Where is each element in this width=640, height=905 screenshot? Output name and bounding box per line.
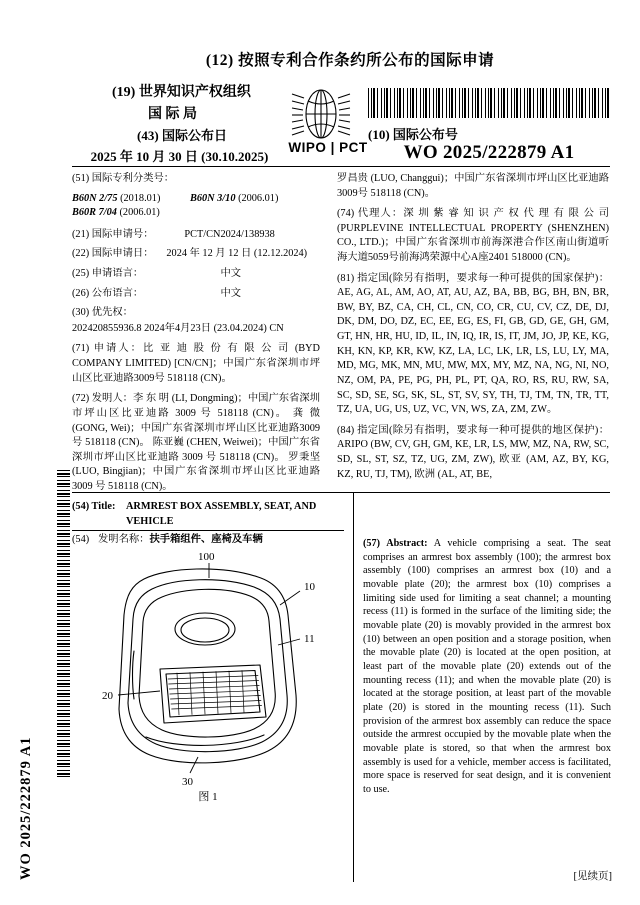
- abstract-tag: (57) Abstract:: [363, 538, 428, 549]
- ipc-version: (2006.01): [119, 207, 160, 219]
- bibliographic-left-column: [72, 172, 320, 495]
- ipc-code: B60N 3/10: [190, 192, 236, 204]
- figure-drawing: [72, 545, 344, 815]
- publication-number-label: (10) 国际公布号: [368, 127, 458, 142]
- spine-barcode: [57, 470, 70, 780]
- globe-icon: [290, 88, 352, 140]
- publication-date-label: (43) 国际公布日: [137, 128, 227, 143]
- designated-states-value: AE, AG, AL, AM, AO, AT, AU, AZ, BA, BB, BG, BH, BN, BR, BW, BY, BZ, CA, CH, CL, CN, CO, CR, CU, CV, CZ, DE, DJ, DK, DM, DO, DZ, EC, EE, EG, ES, FI, GB, GD, GE, GH, GM, GT, HN, HR, HU, ID, IL, IN, IQ, IR, IS, IT, JM, JO, JP, KE, KG, KH, KN, KP, KR, KW, KZ, LA, LC, LK, LR, LS, LU, LY, MA, MD, MG, MK, MN, MU, MW, MX, MY, MZ, NA, NG, NI, NO, NZ, OM, PA, PE, PG, PH, PL, PT, QA, RO, RS, RU, RW, SA, SC, SD, SE, SG, SK, SL, ST, SV, SY, TH, TJ, TM, TN, TR, TT, TZ, UA, UG, US, UZ, VC, VN, WS, ZA, ZM, ZW。: [337, 287, 609, 416]
- agent-row: [337, 207, 609, 265]
- applicant-row: [72, 342, 320, 386]
- priority-label: (30) 优先权：: [72, 307, 133, 319]
- page-title: (12) 按照专利合作条约所公布的国际申请: [205, 52, 495, 69]
- inventor-label: (72) 发明人：: [72, 393, 133, 405]
- ipc-version: (2006.01): [238, 192, 279, 204]
- application-number-value: PCT/CN2024/138938: [184, 228, 275, 240]
- abstract-text: A vehicle comprising a seat. The seat comprises an armrest box assembly (100); the armrest box assembly (100) comprises an armrest box (10) and a movable plate (20); the armrest box (10) comprises a limiting side used for limiting a seat channel; a mounting recess (11) is formed in the surface of the limiting side; the movable plate (20) is movably provided in the armrest box (10) between an open position and a storage position, when the movable plate (20) is located at the open position, at least part of the movable plate (20) extends out of the mounting recess (11); and when the movable plate (20) is located at the storage position, at least part of the movable plate (20) is stored in the mounting recess (11). Such provision of the armrest box assembly can reduce the space outside the armrest occupied by the movable plate when the movable plate is stored, so that when the armrest box assembly is used for a vehicle, member access is facilitated, more space is reserved for seat design, and it is convenient to use.: [363, 538, 612, 796]
- ipc-label: (51) 国际专利分类号：: [72, 173, 175, 184]
- applicant-label: (71) 申请人：: [72, 343, 143, 355]
- wipo-logo-text: WIPO | PCT: [288, 140, 368, 155]
- title-cn-tag: (54): [72, 533, 90, 545]
- figure-label-10: 10: [304, 581, 315, 593]
- ipc-version: (2018.01): [120, 192, 161, 204]
- filing-language-row: [72, 267, 320, 282]
- organization-block: [112, 82, 287, 125]
- figure-caption: 图 1: [198, 791, 218, 803]
- figure-label-30: 30: [182, 776, 193, 788]
- filing-date-value: 2024 年 12 月 12 日 (12.12.2024): [166, 248, 308, 260]
- column-divider: [353, 492, 354, 882]
- spine-publication-number: WO 2025/222879 A1: [18, 736, 34, 880]
- publication-barcode: [368, 88, 610, 118]
- figure-label-11: 11: [304, 633, 315, 645]
- wipo-logo: [282, 88, 374, 160]
- title-cn: 扶手箱组件、座椅及车辆: [149, 533, 263, 545]
- publication-language-value: 中文: [220, 287, 242, 299]
- continuation-note: [见续页]: [573, 871, 612, 882]
- ipc-entry: [72, 206, 320, 221]
- abstract-block: [363, 537, 611, 797]
- title-en-tag: (54) Title:: [72, 501, 116, 512]
- ipc-code: B60R 7/04: [72, 207, 117, 219]
- agent-label: (74) 代理人：: [337, 208, 404, 220]
- filing-date-label: (22) 国际申请日：: [72, 248, 154, 260]
- armrest-box-illustration: [72, 545, 344, 795]
- filing-language-label: (25) 申请语言：: [72, 268, 144, 280]
- publication-date-value: 2025 年 10 月 30 日 (30.10.2025): [90, 149, 269, 164]
- publication-number: WO 2025/222879 A1: [403, 142, 575, 163]
- publication-language-row: [72, 287, 320, 302]
- organization-name: (19) 世界知识产权组织: [112, 85, 251, 100]
- bibliographic-right-column: [337, 172, 609, 482]
- agent-value: 深 圳 紫 睿 知 识 产 权 代 理 有 限 公 司 (PURPLEVINE INTELLECTUAL PROPERTY (SHENZHEN) CO., LTD.)；中国广东省深圳市前海深港合作区南山街道听海大道5059号前海鸿荣源中心A座2401 518000 (CN)。: [337, 208, 609, 264]
- filing-date-row: [72, 247, 320, 262]
- designated-regions-row: [337, 424, 609, 482]
- filing-language-value: 中文: [220, 268, 242, 280]
- figure-label-100: 100: [198, 551, 215, 563]
- ipc-code: B60N 2/75: [72, 192, 118, 204]
- title-cn-label: 发明名称：: [98, 533, 150, 545]
- ipc-entry: [72, 192, 320, 207]
- applicant-value: 比 亚 迪 股 份 有 限 公 司 (BYD COMPANY LIMITED) [CN/CN]；中国广东省深圳市坪山区比亚迪路3009号 518118 (CN)。: [72, 343, 320, 384]
- rule-under-header: [72, 166, 610, 167]
- designated-states-row: [337, 272, 609, 418]
- inventor-row: [72, 392, 320, 494]
- title-en: ARMREST BOX ASSEMBLY, SEAT, AND VEHICLE: [126, 501, 317, 527]
- designated-regions-label: (84) 指定国(除另有指明，要求每一种可提供的地区保护)：: [337, 424, 609, 436]
- designated-regions-value: ARIPO (BW, CV, GH, GM, KE, LR, LS, MW, MZ, NA, RW, SC, SD, SL, ST, SZ, TZ, UG, ZM, ZW), 欧亚 (AM, AZ, BY, KG, KZ, RU, TJ, TM), 欧洲 (AL, AT, BE,: [337, 439, 609, 480]
- title-en-row: [72, 500, 344, 530]
- international-bureau: 国 际 局: [148, 106, 197, 122]
- application-number-label: (21) 国际申请号：: [72, 228, 154, 240]
- designated-states-label: (81) 指定国(除另有指明，要求每一种可提供的国家保护)：: [337, 272, 609, 284]
- publication-language-label: (26) 公布语言：: [72, 287, 144, 299]
- priority-value: 202420855936.8 2024年4月23日 (23.04.2024) CN: [72, 322, 284, 334]
- inventor-continuation: 罗昌贵 (LUO, Changgui)；中国广东省深圳市坪山区比亚迪路3009号 518118 (CN)。: [337, 173, 609, 199]
- application-number-row: [72, 228, 320, 243]
- inventor-value: 李 东 明 (LI, Dongming)；中国广东省深圳市坪山区比亚迪路 3009 号 518118 (CN)。 龚 微 (GONG, Wei)；中国广东省深圳市坪山区比亚迪路3009 号 518118 (CN)。 陈亚巍 (CHEN, Weiwei)；中国广东省深圳市坪山区比亚迪路 3009 号 518118 (CN)。 罗秉坚 (LUO, Bingjian)；中国广东省深圳市坪山区比亚迪路3009 号 518118 (CN)。: [72, 393, 320, 492]
- figure-label-20: 20: [102, 690, 113, 702]
- title-block: [72, 500, 344, 548]
